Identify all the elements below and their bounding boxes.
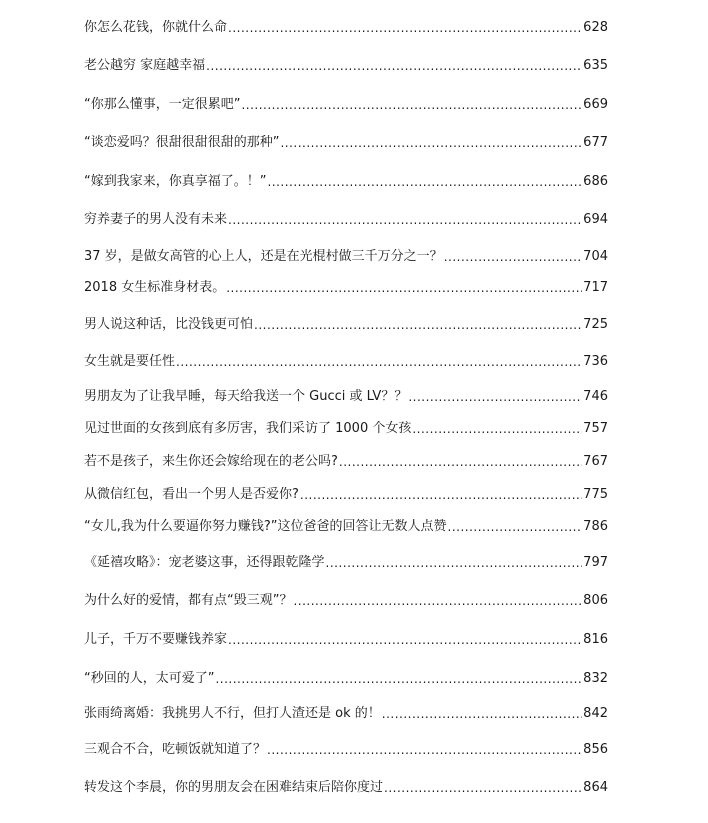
dot-leader — [293, 593, 582, 609]
dot-leader — [241, 97, 582, 113]
dot-leader — [326, 555, 583, 571]
toc-entry-page: 797 — [583, 555, 608, 570]
toc-entry[interactable] — [84, 52, 608, 74]
toc-entry-page: 669 — [583, 97, 608, 112]
toc-entry-title: “女儿,我为什么要逼你努力赚钱?”这位爸爸的回答让无数人点赞 — [84, 519, 447, 534]
toc-entry-title: 从微信红包，看出一个男人是否爱你? — [84, 487, 299, 502]
toc-entry-title: 老公越穷 家庭越幸福 — [84, 58, 206, 73]
toc-entry[interactable] — [84, 513, 608, 535]
toc-entry-title: “嫁到我家来，你真享福了。！” — [84, 174, 267, 189]
dot-leader — [176, 354, 582, 370]
toc-entry-page: 746 — [583, 389, 608, 404]
dot-leader — [228, 632, 582, 648]
dot-leader — [382, 706, 582, 722]
toc-entry-page: 864 — [583, 780, 608, 795]
toc-entry-title: “你那么懂事，一定很累吧” — [84, 97, 241, 112]
toc-entry-title: 三观合不合，吃顿饭就知道了？ — [84, 742, 267, 757]
toc-entry-page: 832 — [583, 671, 608, 686]
toc-entry-page: 736 — [583, 354, 608, 369]
toc-entry[interactable] — [84, 736, 608, 758]
toc-entry[interactable] — [84, 168, 608, 190]
toc-entry[interactable] — [84, 587, 608, 609]
toc-entry-page: 704 — [583, 249, 608, 264]
toc-entry[interactable] — [84, 415, 608, 437]
toc-entry[interactable] — [84, 774, 608, 796]
dot-leader — [206, 58, 582, 74]
toc-entry-title: 转发这个李晨，你的男朋友会在困难结束后陪你度过 — [84, 780, 384, 795]
toc-entry[interactable] — [84, 700, 608, 722]
toc-entry-page: 725 — [583, 317, 608, 332]
toc-entry-title: 为什么好的爱情，都有点“毁三观”？ — [84, 593, 293, 608]
toc-entry-page: 686 — [583, 174, 608, 189]
toc-entry-page: 757 — [583, 421, 608, 436]
toc-entry-page: 694 — [583, 212, 608, 227]
dot-leader — [228, 212, 582, 228]
toc-entry[interactable] — [84, 14, 608, 36]
dot-leader — [280, 135, 582, 151]
toc-entry-page: 856 — [583, 742, 608, 757]
toc-entry-title: 穷养妻子的男人没有未来 — [84, 212, 228, 227]
toc-entry-title: 你怎么花钱，你就什么命 — [84, 20, 228, 35]
toc-entry-page: 677 — [583, 135, 608, 150]
toc-entry-page: 767 — [583, 454, 608, 469]
toc-entry[interactable] — [84, 129, 608, 151]
toc-entry-page: 775 — [583, 487, 608, 502]
dot-leader — [254, 317, 582, 333]
toc-entry[interactable] — [84, 311, 608, 333]
toc-entry[interactable] — [84, 481, 608, 503]
toc-entry[interactable] — [84, 665, 608, 687]
toc-entry[interactable] — [84, 348, 608, 370]
toc-entry[interactable] — [84, 91, 608, 113]
toc-entry-title: 男朋友为了让我早睡，每天给我送一个 Gucci 或 LV？？ — [84, 389, 408, 404]
toc-entry-title: 男人说这种话，比没钱更可怕 — [84, 317, 254, 332]
dot-leader — [444, 249, 582, 265]
toc-entry-page: 806 — [583, 593, 608, 608]
toc-entry-page: 786 — [583, 519, 608, 534]
toc-entry[interactable] — [84, 549, 608, 571]
toc-entry[interactable] — [84, 206, 608, 228]
toc-entry-title: 张雨绮离婚：我挑男人不行，但打人渣还是 ok 的！ — [84, 706, 381, 721]
dot-leader — [408, 389, 582, 405]
toc-entry-title: 女生就是要任性 — [84, 354, 176, 369]
toc-entry-title: 《延禧攻略》：宠老婆这事，还得跟乾隆学 — [84, 555, 325, 570]
dot-leader — [384, 780, 582, 796]
toc-entry-page: 717 — [583, 280, 608, 295]
dot-leader — [448, 519, 583, 535]
toc-entry-title: 儿子，千万不要赚钱养家 — [84, 632, 228, 647]
toc-entry[interactable] — [84, 448, 608, 470]
toc-entry[interactable] — [84, 383, 608, 405]
toc-entry[interactable] — [84, 274, 608, 296]
toc-entry-title: “谈恋爱吗？很甜很甜很甜的那种” — [84, 135, 280, 150]
dot-leader — [215, 671, 582, 687]
dot-leader — [228, 20, 582, 36]
dot-leader — [339, 454, 582, 470]
toc-entry-title: 37 岁，是做女高管的心上人，还是在光棍村做三千万分之一？ — [84, 249, 443, 264]
toc-entry-title: 2018 女生标准身材表。 — [84, 280, 226, 295]
toc-entry-title: “秒回的人，太可爱了” — [84, 671, 215, 686]
toc-entry-page: 635 — [583, 58, 608, 73]
toc-entry-title: 见过世面的女孩到底有多厉害，我们采访了 1000 个女孩 — [84, 421, 412, 436]
toc-entry-page: 628 — [583, 20, 608, 35]
toc-entry[interactable] — [84, 626, 608, 648]
toc-entry[interactable] — [84, 243, 608, 265]
toc-entry-title: 若不是孩子，来生你还会嫁给现在的老公吗? — [84, 454, 338, 469]
dot-leader — [412, 421, 582, 437]
dot-leader — [226, 280, 582, 296]
toc-entry-page: 816 — [583, 632, 608, 647]
dot-leader — [267, 742, 582, 758]
dot-leader — [300, 487, 582, 503]
dot-leader — [267, 174, 582, 190]
toc-entry-page: 842 — [583, 706, 608, 721]
